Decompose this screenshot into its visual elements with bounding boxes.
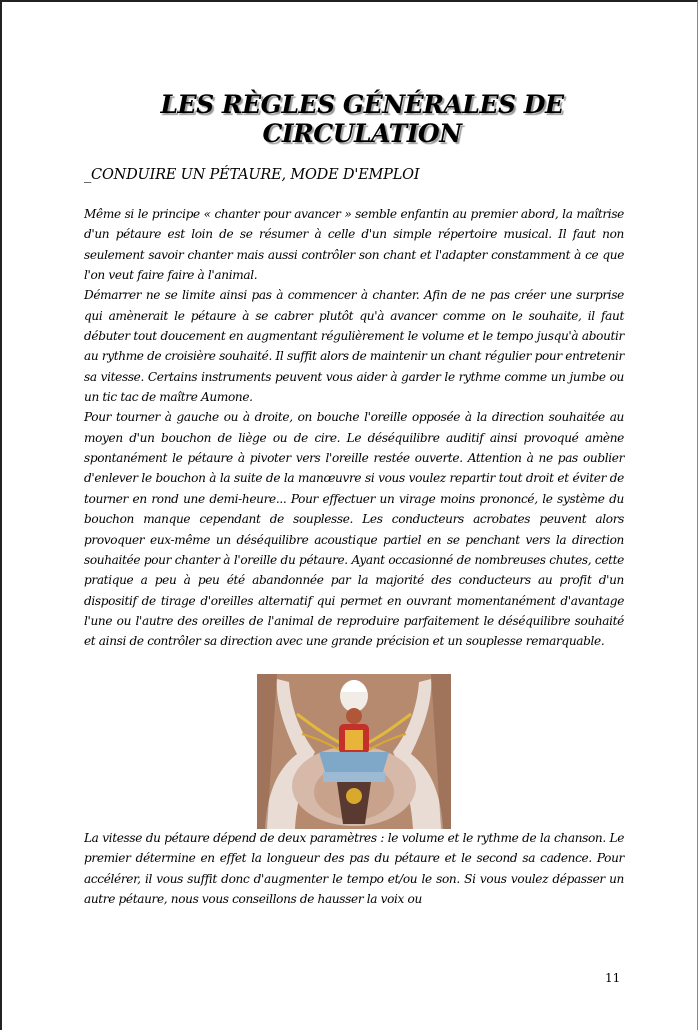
paragraph-2: Démarrer ne se limite ainsi pas à commencer à chanter. Afin de ne pas créer une surprise qui amènerait le pétaure à se cabrer plutôt qu'à avancer comme on le souhaite, il faut débuter tout doucement en augmentant régulièrement le volume et le tempo jusqu'à aboutir au rythme de croisière souhaité. Il suffit alors de maintenir un chant régulier pour entretenir sa vitesse. Certains instruments peuvent vous aider à garder le rythme comme un jumbe ou un tic tac de maître Aumone. bbox=[84, 288, 624, 405]
paragraph-3: Pour tourner à gauche ou à droite, on bouche l'oreille opposée à la direction souhaitée au moyen d'un bouchon de liège ou de cire. Le déséquilibre auditif ainsi provoqué amène spontanément le pétaure à pivoter vers l'oreille restée ouverte. Attention à ne pas oublier d'enlever le bouchon à la suite de la manœuvre si vous voulez repartir tout droit et éviter de tourner en rond une demi-heure... Pour effectuer un virage moins prononcé, le système du bouchon manque cependant de souplesse. Les conducteurs acrobates peuvent alors provoquer eux-même un déséquilibre acoustique partiel en se penchant vers la direction souhaitée pour chanter à l'oreille du pétaure. Ayant occasionné de nombreuses chutes, cette pratique a peu à peu été abandonnée par la majorité des conducteurs au profit d'un dispositif de tirage d'oreilles alternatif qui permet en ouvrant momentanément d'avantage l'une ou l'autre des oreilles de l'animal de reproduire parfaitement le déséquilibre souhaité et ainsi de contrôler sa direction avec une grande précision et un souplesse remarquable. bbox=[84, 410, 624, 649]
paragraph-4: La vitesse du pétaure dépend de deux paramètres : le volume et le rythme de la chanson. Le premier détermine en effet la longueur des pas du pétaure et le second sa cadence. Pour accélérer, il vous suffit donc d'augmenter le tempo et/ou le son. Si vous voulez dépasser un autre pétaure, nous vous conseillons de hausser la voix ou bbox=[84, 831, 624, 907]
body-text-upper bbox=[84, 204, 624, 652]
section-subtitle: _CONDUIRE UN PÉTAURE, MODE D'EMPLOI bbox=[84, 167, 420, 183]
page-title: LES RÈGLES GÉNÉRALES DE CIRCULATION bbox=[160, 90, 564, 148]
body-text-lower bbox=[84, 828, 624, 909]
page-number: 11 bbox=[605, 971, 621, 985]
petaure-illustration bbox=[257, 674, 451, 829]
paragraph-1: Même si le principe « chanter pour avancer » semble enfantin au premier abord, la maîtrise d'un pétaure est loin de se résumer à celle d'un simple répertoire musical. Il faut non seulement savoir chanter mais aussi contrôler son chant et l'adapter constamment à ce que l'on veut faire faire à l'animal. bbox=[84, 207, 624, 283]
